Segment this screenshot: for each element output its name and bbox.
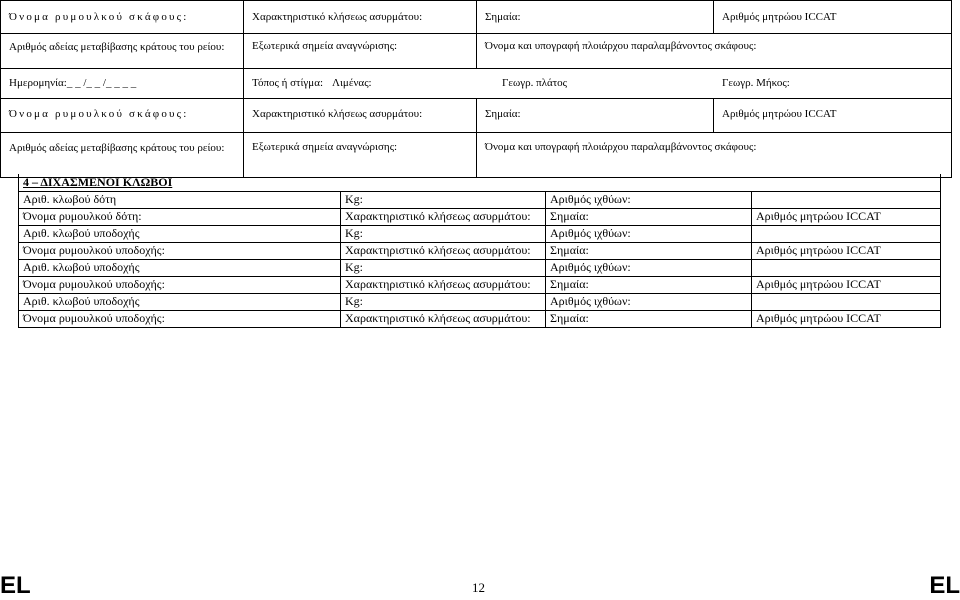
cage-number-row (19, 259, 941, 276)
fish-count-label: Αριθμός ιχθύων: (546, 191, 752, 208)
tug-name-row (19, 310, 941, 327)
language-code-right: EL (929, 572, 960, 599)
language-code-left: EL (0, 572, 31, 599)
flag-label: Σημαία: (485, 11, 521, 23)
iccat-label: Αριθμός μητρώου ICCAT (752, 242, 941, 259)
call-sign-label: Χαρακτηριστικό κλήσεως ασυρμάτου: (252, 11, 423, 23)
longitude-label: Γεωγρ. Μήκος: (722, 77, 790, 89)
vessel-row (1, 1, 952, 34)
tug-name-label: Όνομα ρυμουλκού υποδοχής: (19, 242, 341, 259)
call-sign-label: Χαρακτηριστικό κλήσεως ασυρμάτου: (341, 310, 546, 327)
cage-number-label: Αριθ. κλωβού υποδοχής (19, 225, 341, 242)
cage-number-row (19, 225, 941, 242)
port-label: Λιμένας: (332, 77, 372, 89)
tug-name-row (19, 208, 941, 225)
kg-label: Kg: (341, 293, 546, 310)
fish-count-label: Αριθμός ιχθύων: (546, 225, 752, 242)
flag-label: Σημαία: (546, 310, 752, 327)
cage-number-row (19, 293, 941, 310)
tug-name-row (19, 242, 941, 259)
section-title: 4 – ΔΙΧΑΣΜΕΝΟΙ ΚΛΩΒΟΙ (23, 174, 173, 189)
vessel-name-label-2: Όνομα ρυμουλκού σκάφους: (9, 108, 189, 120)
kg-label: Kg: (341, 225, 546, 242)
tug-name-label: Όνομα ρυμουλκού υποδοχής: (19, 276, 341, 293)
call-sign-label: Χαρακτηριστικό κλήσεως ασυρμάτου: (341, 242, 546, 259)
fish-count-label: Αριθμός ιχθύων: (546, 293, 752, 310)
external-marks-label-2: Εξωτερικά σημεία αναγνώρισης: (252, 141, 398, 153)
position-fields (252, 77, 943, 89)
iccat-label-2: Αριθμός μητρώου ICCAT (722, 108, 837, 120)
split-cages-table (18, 174, 941, 328)
empty-cell (752, 293, 941, 310)
iccat-label: Αριθμός μητρώου ICCAT (722, 11, 837, 23)
latitude-label: Γεωγρ. πλάτος (502, 77, 567, 89)
transfer-auth-label-2: Αριθμός αδείας μεταβίβασης κράτους του ρείου: (9, 142, 225, 154)
master-signature-label-2: Όνομα και υπογραφή πλοιάρχου παραλαμβάνοντος σκάφους: (485, 141, 757, 153)
date-label: Ημερομηνία:_ _ /_ _ /_ _ _ _ (9, 77, 137, 89)
date-position-row (1, 69, 952, 99)
iccat-label: Αριθμός μητρώου ICCAT (752, 310, 941, 327)
flag-label: Σημαία: (546, 276, 752, 293)
vessel-name-label: Όνομα ρυμουλκού σκάφους: (9, 11, 189, 23)
iccat-label: Αριθμός μητρώου ICCAT (752, 208, 941, 225)
flag-label-2: Σημαία: (485, 108, 521, 120)
transfer-form-table (0, 0, 952, 178)
kg-label: Kg: (341, 259, 546, 276)
empty-cell (752, 191, 941, 208)
call-sign-label: Χαρακτηριστικό κλήσεως ασυρμάτου: (341, 208, 546, 225)
tug-name-label: Όνομα ρυμουλκού δότη: (19, 208, 341, 225)
external-marks-label: Εξωτερικά σημεία αναγνώρισης: (252, 40, 398, 52)
authorization-row-2 (1, 133, 952, 178)
cage-number-label: Αριθ. κλωβού υποδοχής (19, 293, 341, 310)
transfer-auth-label: Αριθμός αδείας μεταβίβασης κράτους του ρείου: (9, 41, 225, 53)
call-sign-label: Χαρακτηριστικό κλήσεως ασυρμάτου: (341, 276, 546, 293)
place-label: Τόπος ή στίγμα: (252, 77, 324, 89)
tug-name-label: Όνομα ρυμουλκού υποδοχής: (19, 310, 341, 327)
master-signature-label: Όνομα και υπογραφή πλοιάρχου παραλαμβάνοντος σκάφους: (485, 40, 757, 52)
cage-number-row (19, 191, 941, 208)
cage-number-label: Αριθ. κλωβού υποδοχής (19, 259, 341, 276)
call-sign-label-2: Χαρακτηριστικό κλήσεως ασυρμάτου: (252, 108, 423, 120)
flag-label: Σημαία: (546, 208, 752, 225)
page-number: 12 (472, 580, 485, 595)
empty-cell (752, 259, 941, 276)
cage-number-label: Αριθ. κλωβού δότη (19, 191, 341, 208)
flag-label: Σημαία: (546, 242, 752, 259)
kg-label: Kg: (341, 191, 546, 208)
tug-name-row (19, 276, 941, 293)
authorization-row (1, 34, 952, 69)
vessel-row-2 (1, 99, 952, 133)
section-title-row (19, 174, 941, 191)
empty-cell (752, 225, 941, 242)
fish-count-label: Αριθμός ιχθύων: (546, 259, 752, 276)
iccat-label: Αριθμός μητρώου ICCAT (752, 276, 941, 293)
